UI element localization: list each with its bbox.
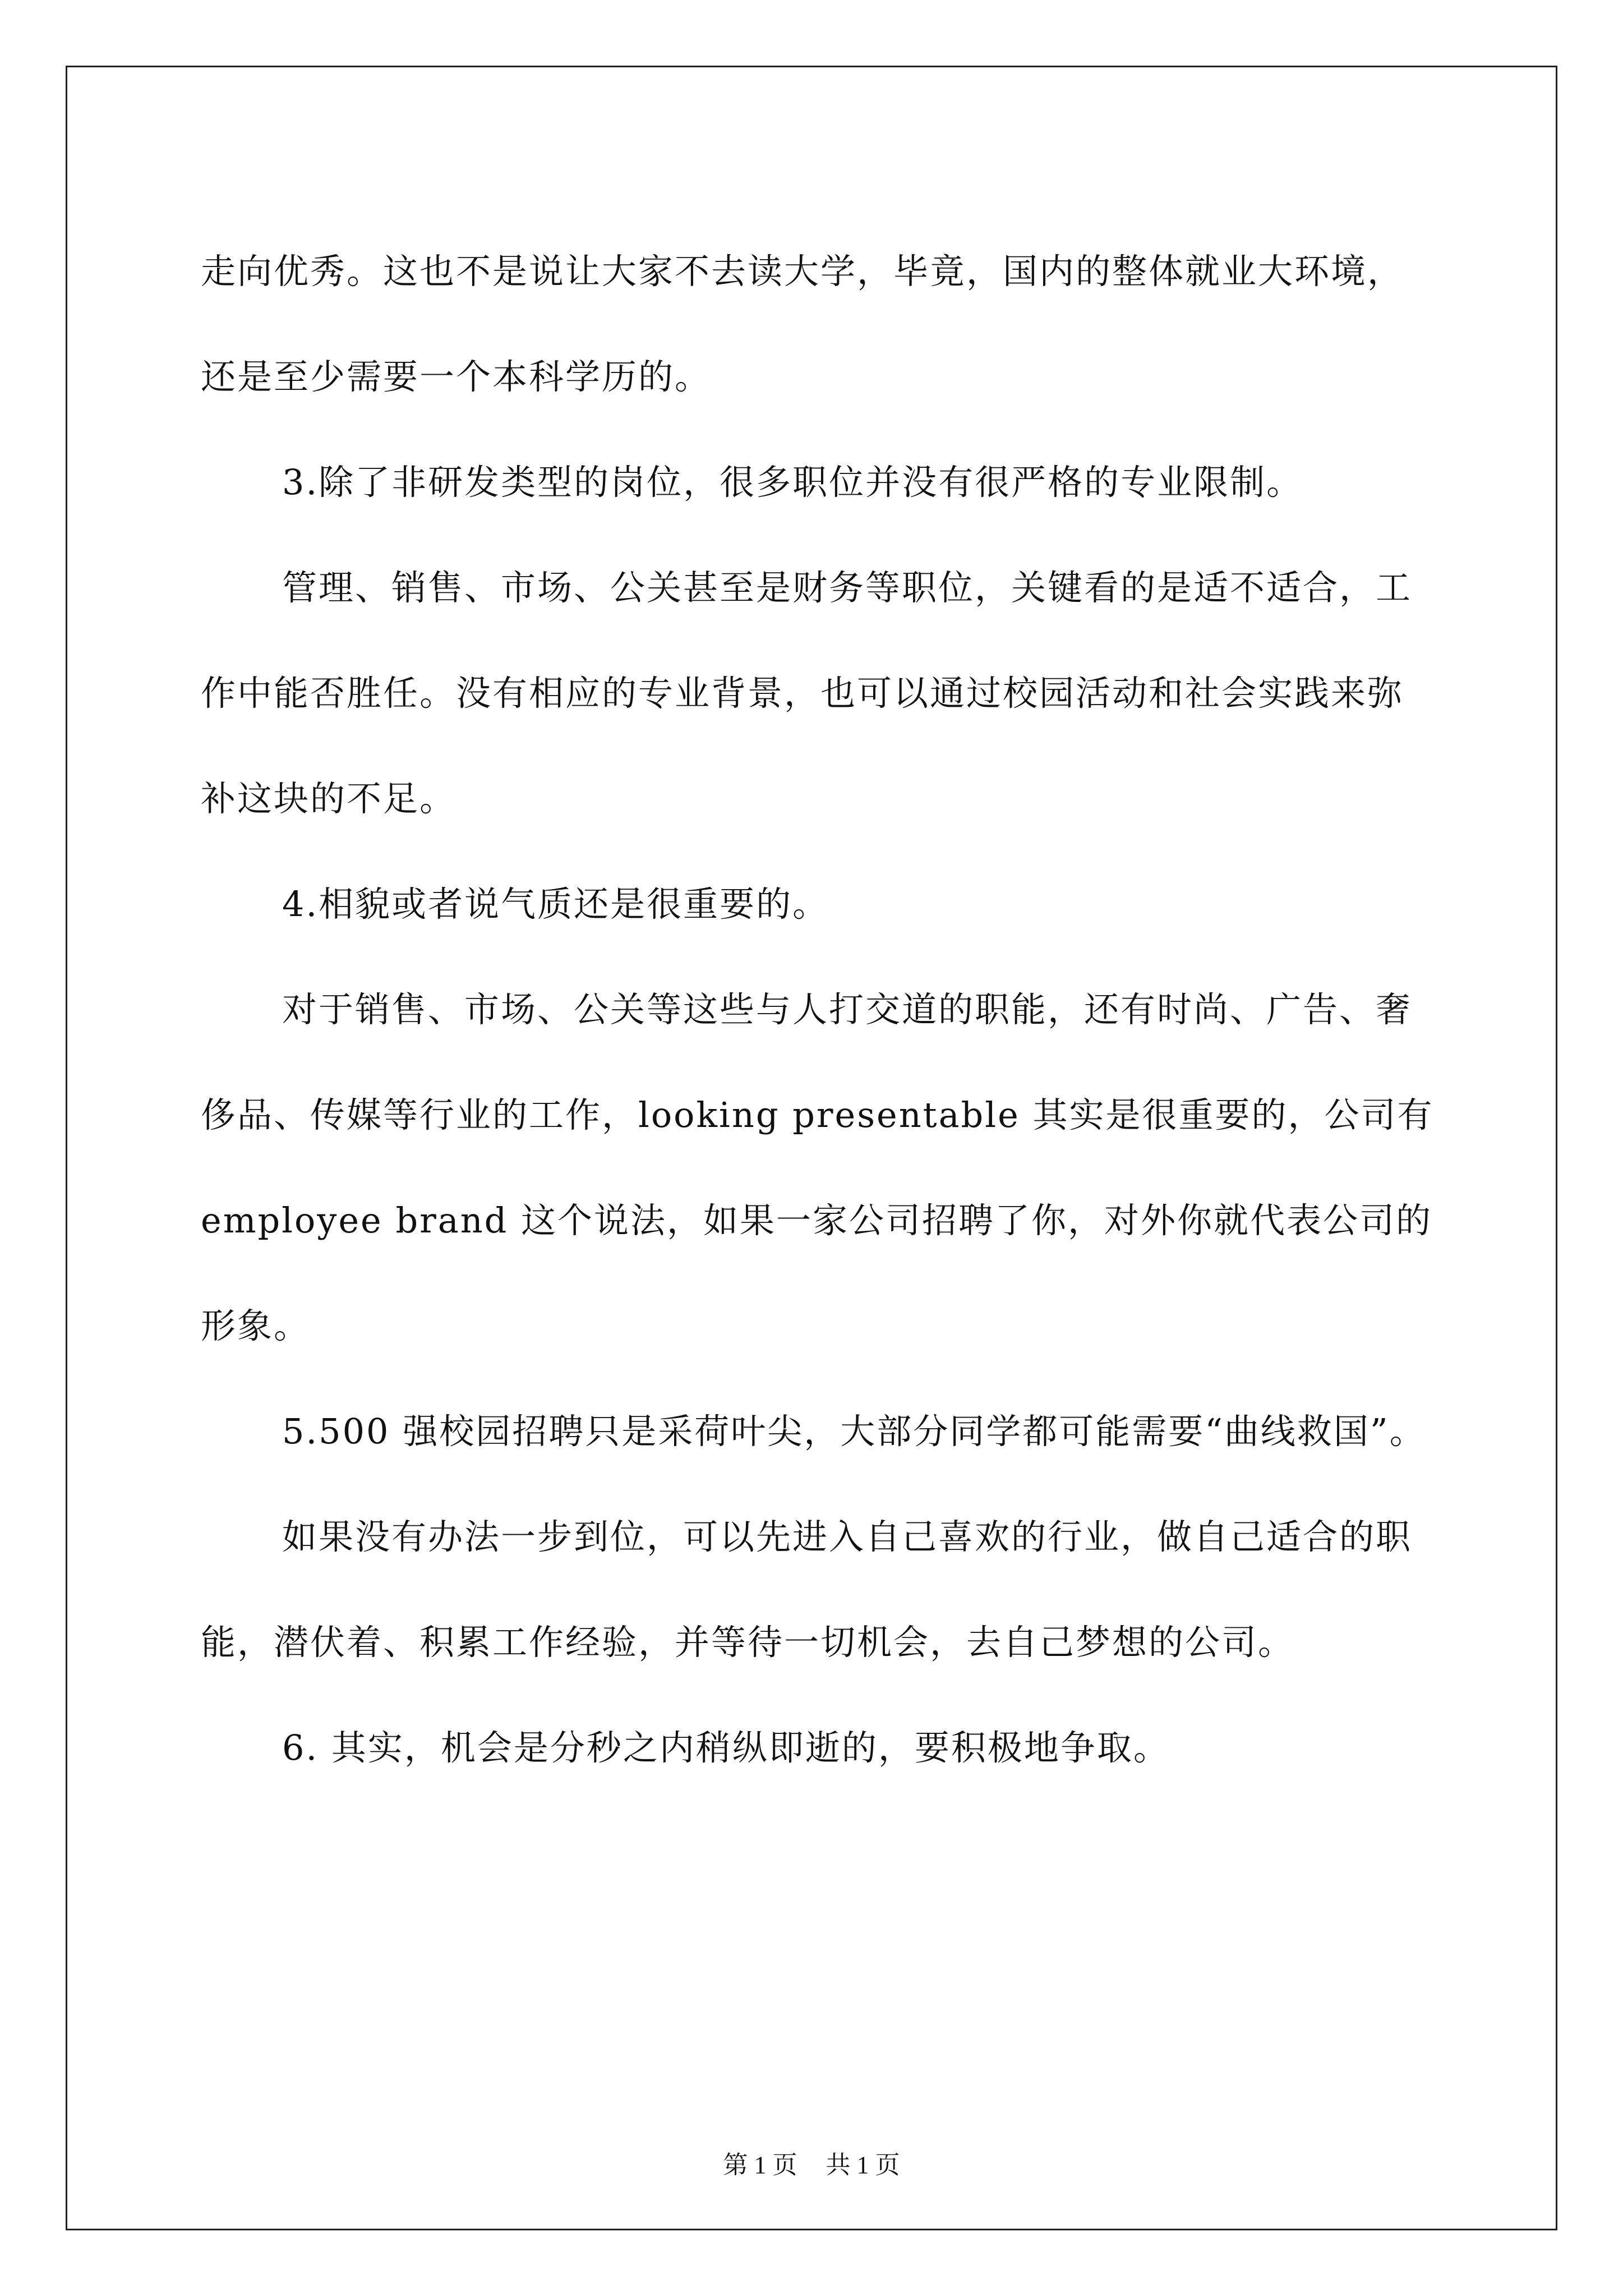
paragraph-point-4-detail: 对于销售、市场、公关等这些与人打交道的职能，还有时尚、广告、奢侈品、传媒等行业的工作，looking presentable 其实是很重要的，公司有 employee brand 这个说法，如果一家公司招聘了你，对外你就代表公司的形象。 — [201, 989, 1434, 1346]
page-footer — [0, 2148, 1623, 2182]
document-body — [201, 219, 1435, 1801]
paragraph-point-4: 4.相貌或者说气质还是很重要的。 — [282, 884, 829, 924]
paragraph-point-5-detail: 如果没有办法一步到位，可以先进入自己喜欢的行业，做自己适合的职能，潜伏着、积累工作经验，并等待一切机会，去自己梦想的公司。 — [201, 1516, 1413, 1663]
paragraph-point-3: 3.除了非研发类型的岗位，很多职位并没有很严格的专业限制。 — [282, 462, 1303, 503]
page-number-total: 共 1 页 — [826, 2151, 900, 2179]
page-number-current: 第 1 页 — [723, 2151, 797, 2179]
paragraph-point-3-detail: 管理、销售、市场、公关甚至是财务等职位，关键看的是适不适合，工作中能否胜任。没有相应的专业背景，也可以通过校园活动和社会实践来弥补这块的不足。 — [201, 567, 1413, 819]
paragraph-point-6: 6. 其实，机会是分秒之内稍纵即逝的，要积极地争取。 — [282, 1727, 1170, 1768]
paragraph-continuation: 走向优秀。这也不是说让大家不去读大学，毕竟，国内的整体就业大环境，还是至少需要一个本科学历的。 — [201, 251, 1404, 397]
paragraph-point-5: 5.500 强校园招聘只是采荷叶尖，大部分同学都可能需要“曲线救国”。 — [282, 1411, 1426, 1452]
